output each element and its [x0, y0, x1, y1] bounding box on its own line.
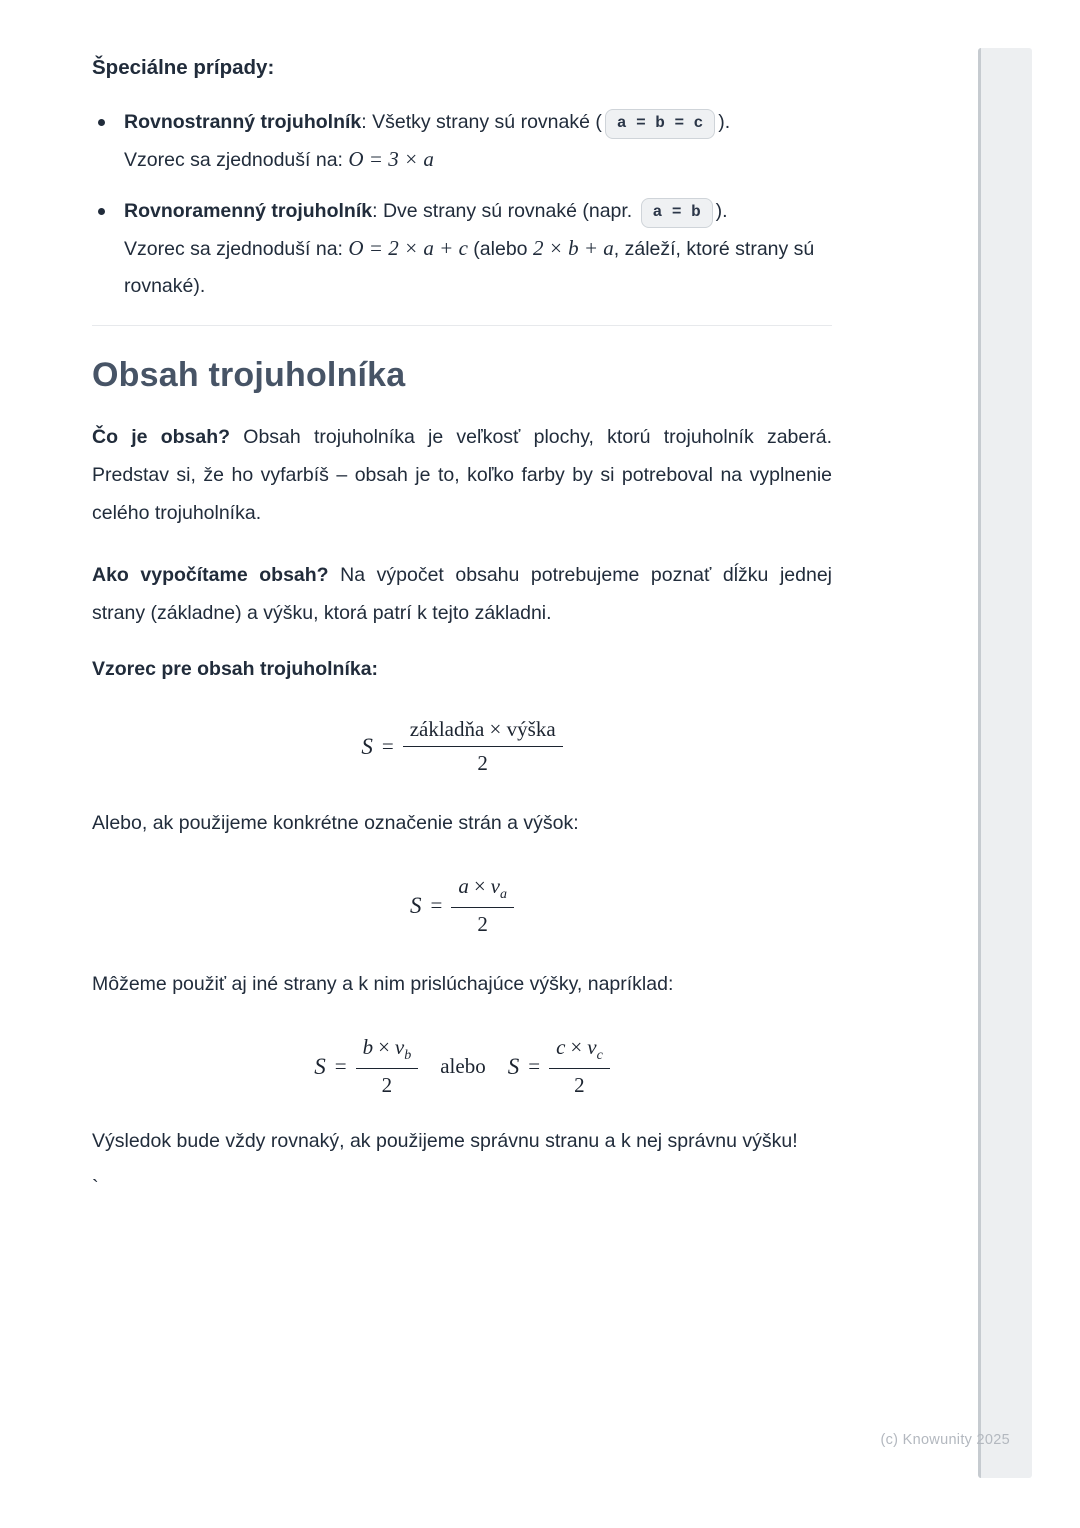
copyright-footer: (c) Knowunity 2025 — [880, 1432, 1010, 1448]
fraction-numerator — [451, 874, 514, 908]
paragraph-other-sides: Môžeme použiť aj iné strany a k nim prislúchajúce výšky, napríklad: — [92, 973, 674, 996]
formula-intro-label: Vzorec pre obsah trojuholníka: — [92, 658, 379, 680]
bullet-text: ). — [715, 200, 728, 222]
times-sign: × — [570, 1035, 583, 1060]
fraction-denominator: 2 — [574, 1073, 585, 1098]
paragraph-lead: Ako vypočítame obsah? — [92, 564, 329, 586]
bullet-marker — [98, 208, 105, 215]
bullet-marker — [98, 119, 105, 126]
bullet-text: : Dve strany sú rovnaké (napr. — [372, 200, 638, 222]
paragraph-text: Obsah trojuholníka je veľkosť plochy, ktorú trojuholník zaberá. Predstav si, že ho vyfarbíš – obsah je to, koľko farby by si potreboval na vyplnenie celého trojuholníka. — [92, 426, 832, 524]
paragraph-what-is-area — [92, 418, 832, 532]
fraction-numerator — [356, 1035, 419, 1069]
formula-lhs: S — [361, 733, 373, 759]
variable: c — [556, 1035, 566, 1060]
next-page-edge — [978, 48, 1032, 1478]
special-cases-heading: Špeciálne prípady: — [92, 56, 275, 79]
paragraph-text: Na výpočet obsahu potrebujeme poznať dĺžku jednej strany (základne) a výšku, ktorá patrí k tejto základni. — [92, 564, 832, 624]
paragraph-lead: Čo je obsah? — [92, 426, 231, 448]
inline-formula: 2 × b + a — [532, 236, 614, 260]
code-chip: a = b = c — [605, 109, 715, 139]
formula-lhs: S — [409, 892, 422, 918]
fraction — [549, 1035, 610, 1098]
list-item — [124, 193, 832, 305]
page-title: Obsah trojuholníka — [92, 356, 406, 394]
bullet-text: ). — [718, 111, 731, 133]
variable: b — [362, 1035, 374, 1060]
list-item — [124, 104, 832, 179]
bullet-title: Rovnoramenný trojuholník — [124, 200, 373, 222]
bullet-title: Rovnostranný trojuholník — [124, 111, 362, 133]
fraction — [403, 717, 563, 776]
section-divider — [92, 325, 832, 326]
bullet-text: (alebo — [467, 238, 533, 260]
fraction-denominator: 2 — [381, 1073, 393, 1098]
fraction-numerator: základňa × výška — [403, 717, 563, 747]
equals-sign: = — [334, 1054, 347, 1079]
formula-lhs: S — [314, 1053, 326, 1079]
paragraph-conclusion: Výsledok bude vždy rovnaký, ak použijeme správnu stranu a k nej správnu výšku! — [92, 1130, 798, 1153]
fraction-denominator: 2 — [477, 751, 488, 775]
subscript: b — [404, 1048, 412, 1064]
times-sign: × — [378, 1035, 390, 1060]
stray-backtick: ` — [92, 1177, 99, 1200]
inline-formula: O = 2 × a + c — [348, 236, 468, 260]
fraction — [356, 1035, 419, 1098]
fraction-numerator — [549, 1035, 610, 1069]
equals-sign: = — [430, 893, 443, 918]
paragraph-how-to-compute — [92, 556, 832, 632]
code-chip: a = b — [641, 198, 713, 228]
variable: $v_b$ — [394, 1035, 412, 1064]
subscript: c — [596, 1048, 603, 1064]
equals-sign: = — [381, 734, 394, 758]
formula-sides-b-c — [92, 1035, 832, 1098]
inline-formula: O = 3 × a — [348, 147, 434, 171]
formula-side-a — [92, 874, 832, 937]
formula-prefix: Vzorec sa zjednoduší na: — [124, 149, 349, 171]
bullet-text: , záleží, ktoré strany sú rovnaké). — [124, 238, 815, 297]
variable: a — [458, 874, 469, 898]
times-sign: × — [473, 874, 486, 898]
formula-lhs: S — [507, 1053, 520, 1079]
subscript: a — [500, 887, 507, 903]
variable: $v_a$ — [490, 874, 507, 903]
bullet-text: : Všetky strany sú rovnaké ( — [361, 111, 602, 133]
formula-connector: alebo — [440, 1054, 486, 1079]
equals-sign: = — [528, 1054, 541, 1079]
paragraph-alternative: Alebo, ak použijeme konkrétne označenie strán a výšok: — [92, 812, 579, 834]
formula-prefix: Vzorec sa zjednoduší na: — [124, 238, 349, 260]
variable: $v_c$ — [587, 1035, 603, 1064]
document-content — [92, 0, 832, 1200]
fraction-denominator: 2 — [477, 912, 488, 937]
fraction — [451, 874, 514, 937]
formula-general — [92, 717, 832, 776]
special-cases-list — [92, 104, 832, 305]
